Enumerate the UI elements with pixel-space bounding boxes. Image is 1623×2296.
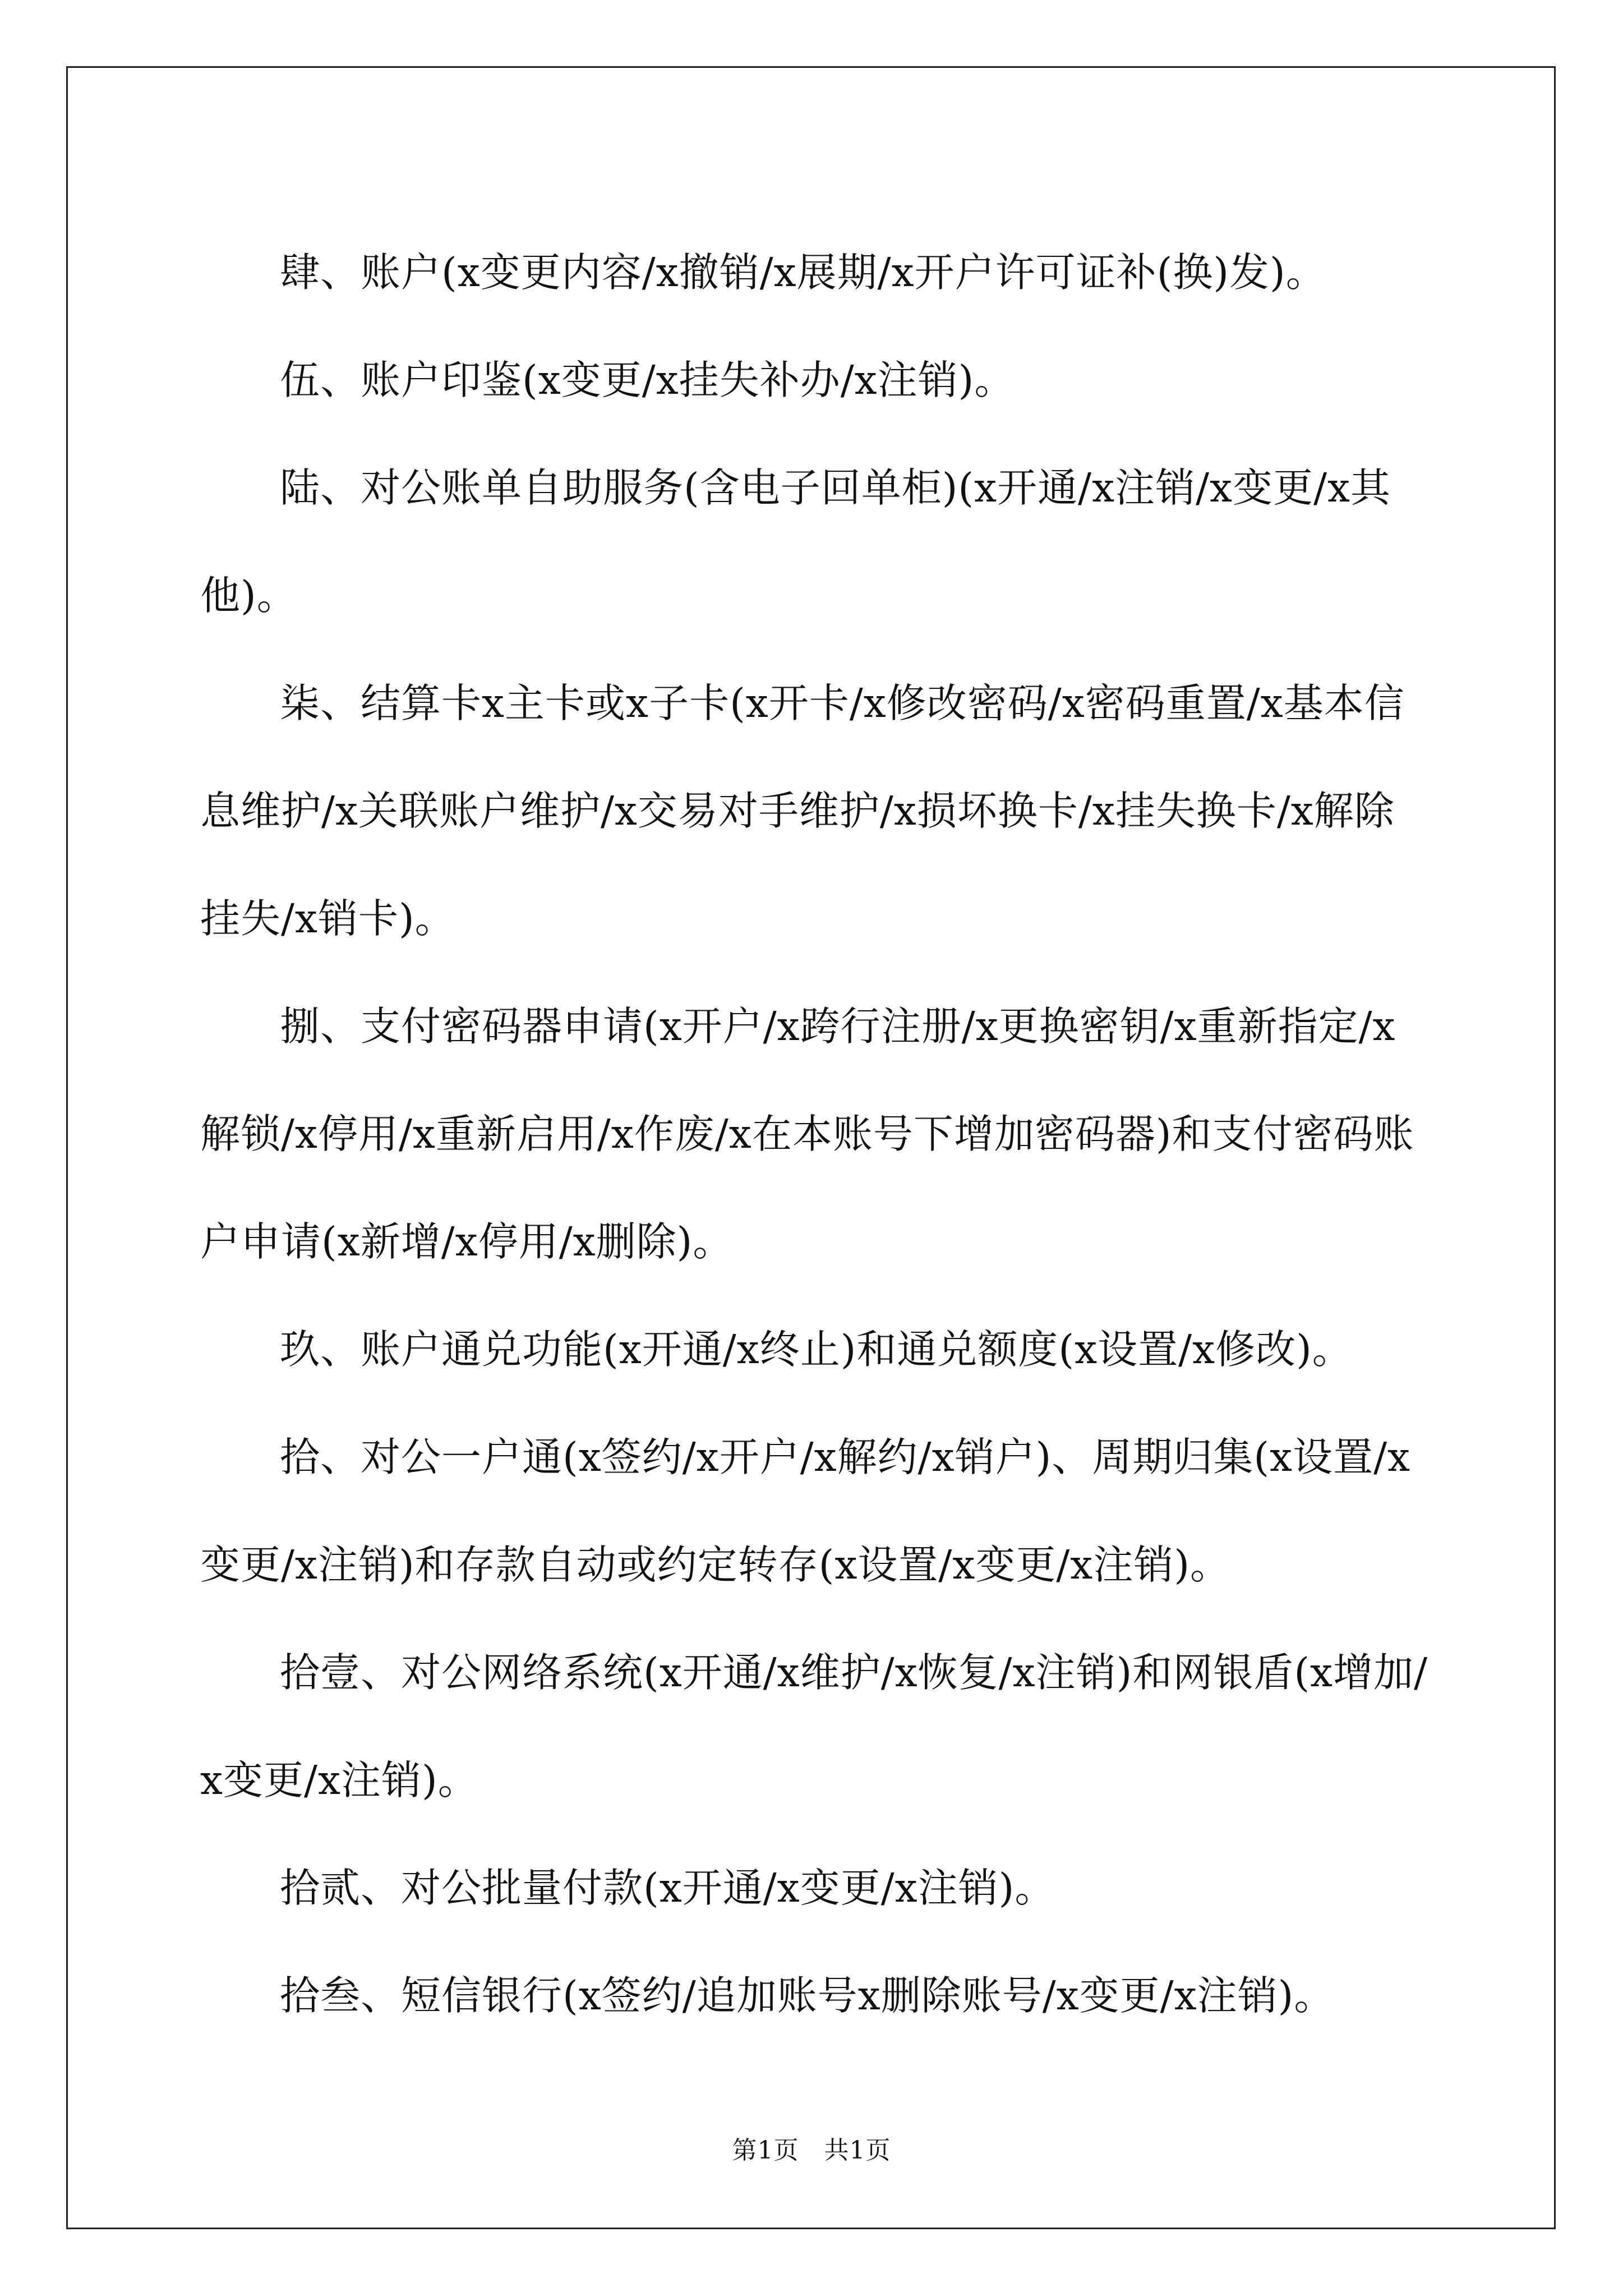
- paragraph-12: 拾贰、对公批量付款(x开通/x变更/x注销)。: [280, 1865, 1055, 1911]
- paragraph-9: 玖、账户通兑功能(x开通/x终止)和通兑额度(x设置/x修改)。: [280, 1326, 1353, 1373]
- paragraph-13: 拾叁、短信银行(x签约/追加账号x删除账号/x变更/x注销)。: [280, 1972, 1335, 2019]
- paragraph-10: 拾、对公一户通(x签约/x开户/x解约/x销户)、周期归集(x设置/x变更/x注销)和存款自动或约定转存(x设置/x变更/x注销)。: [200, 1434, 1411, 1588]
- page-footer: 第1页 共1页: [732, 2136, 891, 2165]
- paragraph-8: 捌、支付密码器申请(x开户/x跨行注册/x更换密钥/x重新指定/x解锁/x停用/x重新启用/x作废/x在本账号下增加密码器)和支付密码账户申请(x新增/x停用/x删除)。: [200, 1003, 1414, 1265]
- document-body: [200, 219, 1434, 2050]
- paragraph-4: 肆、账户(x变更内容/x撤销/x展期/x开户许可证补(换)发)。: [280, 249, 1326, 296]
- paragraph-7: 柒、结算卡x主卡或x子卡(x开卡/x修改密码/x密码重置/x基本信息维护/x关联账户维护/x交易对手维护/x损坏换卡/x挂失换卡/x解除挂失/x销卡)。: [200, 680, 1405, 942]
- paragraph-6: 陆、对公账单自助服务(含电子回单柜)(x开通/x注销/x变更/x其他)。: [200, 464, 1391, 619]
- paragraph-11: 拾壹、对公网络系统(x开通/x维护/x恢复/x注销)和网银盾(x增加/x变更/x注销)。: [200, 1649, 1428, 1803]
- paragraph-5: 伍、账户印鉴(x变更/x挂失补办/x注销)。: [280, 357, 1015, 403]
